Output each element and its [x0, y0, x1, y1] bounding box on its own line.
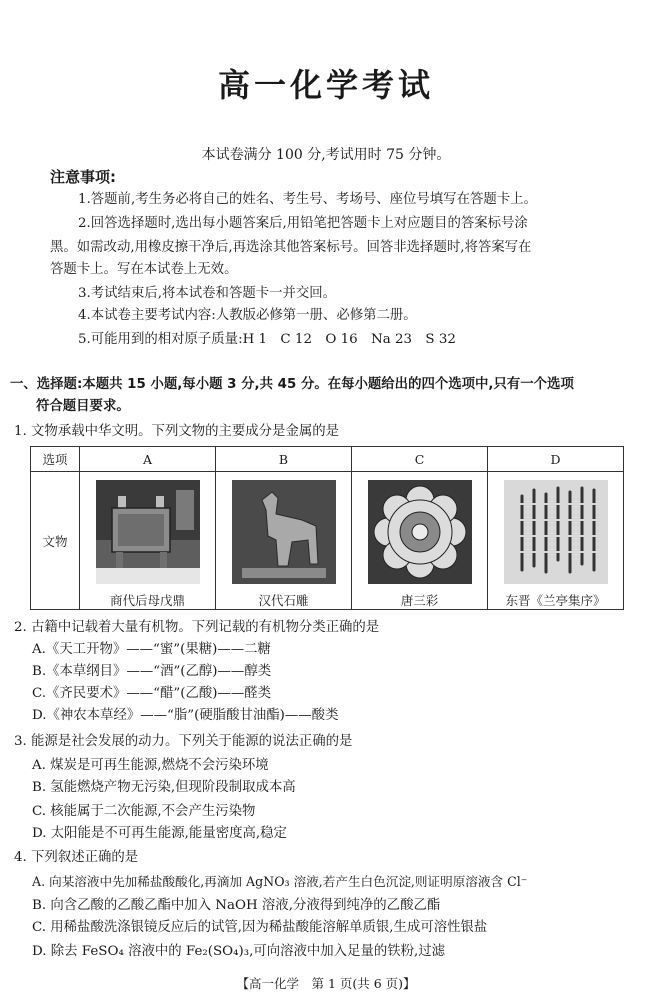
relic-cell-d [488, 472, 624, 610]
notice-line: 4.本试卷主要考试内容:人教版必修第一册、必修第二册。 [78, 308, 417, 323]
header-cell: 选项 [31, 447, 80, 472]
row-label: 文物 [31, 472, 80, 610]
header-cell: C [352, 447, 488, 472]
notice-line: 答题卡上。写在本试卷上无效。 [50, 262, 238, 277]
question-3-option: D. 太阳能是不可再生能源,能量密度高,稳定 [32, 826, 287, 841]
question-2-option: A.《天工开物》——“蜜”(果糖)——二糖 [32, 642, 271, 657]
relic-caption: 汉代石雕 [258, 593, 309, 608]
question-4-option: B. 向含乙酸的乙酸乙酯中加入 NaOH 溶液,分液得到纯净的乙酸乙酯 [32, 898, 441, 913]
notice-heading: 注意事项: [50, 168, 116, 186]
question-1-stem: 1. 文物承载中华文明。下列文物的主要成分是金属的是 [14, 424, 340, 439]
relic-caption: 商代后母戊鼎 [109, 593, 185, 608]
relic-cell-b [216, 472, 352, 610]
header-cell: D [488, 447, 624, 472]
header-cell: A [80, 447, 216, 472]
relic-cell-c [352, 472, 488, 610]
question-3-option: C. 核能属于二次能源,不会产生污染物 [32, 804, 256, 819]
relic-cell-a [80, 472, 216, 610]
question-3-option: A. 煤炭是可再生能源,燃烧不会污染环境 [32, 758, 269, 773]
question-2-option: C.《齐民要术》——“醋”(乙酸)——醛类 [32, 686, 272, 701]
question-4-stem: 4. 下列叙述正确的是 [14, 850, 139, 865]
notice-line: 1.答题前,考生务必将自己的姓名、考生号、考场号、座位号填写在答题卡上。 [78, 192, 537, 207]
header-cell: B [216, 447, 352, 472]
table-header-row [31, 447, 624, 472]
question-4-option: C. 用稀盐酸洗涤银镜反应后的试管,因为稀盐酸能溶解单质银,生成可溶性银盐 [32, 920, 488, 935]
bronze-ding-image [96, 480, 200, 584]
notice-line: 黑。如需改动,用橡皮擦干净后,再选涂其他答案标号。回答非选择题时,将答案写在 [50, 240, 532, 255]
question-3-option: B. 氢能燃烧产物无污染,但现阶段制取成本高 [32, 780, 296, 795]
question-3-stem: 3. 能源是社会发展的动力。下列关于能源的说法正确的是 [14, 734, 353, 749]
notice-line: 3.考试结束后,将本试卷和答题卡一并交回。 [78, 286, 337, 301]
relic-table [30, 446, 624, 610]
question-2-option: B.《本草纲目》——“酒”(乙醇)——醇类 [32, 664, 272, 679]
question-4-option: A. 向某溶液中先加稀盐酸酸化,再滴加 AgNO₃ 溶液,若产生白色沉淀,则证明原溶液含 Cl⁻ [32, 874, 528, 889]
exam-subtitle: 本试卷满分 100 分,考试用时 75 分钟。 [201, 147, 451, 163]
exam-title: 高一化学考试 [217, 66, 434, 104]
notice-line: 5.可能用到的相对原子质量:H 1 C 12 O 16 Na 23 S 32 [78, 332, 456, 347]
tang-sancai-plate-image [368, 480, 472, 584]
relic-caption: 唐三彩 [400, 593, 439, 608]
table-row [31, 472, 624, 610]
question-4-option: D. 除去 FeSO₄ 溶液中的 Fe₂(SO₄)₃,可向溶液中加入足量的铁粉,过滤 [32, 944, 446, 959]
question-2-stem: 2. 古籍中记载着大量有机物。下列记载的有机物分类正确的是 [14, 620, 380, 635]
stone-horse-image [232, 480, 336, 584]
section-heading-cont: 符合题目要求。 [36, 399, 130, 414]
section-heading: 一、选择题:本题共 15 小题,每小题 3 分,共 45 分。在每小题给出的四个选项中,只有一个选项 [10, 377, 574, 392]
notice-line: 2.回答选择题时,选出每小题答案后,用铅笔把答题卡上对应题目的答案标号涂 [78, 216, 528, 231]
page-footer: 【高一化学 第 1 页(共 6 页)】 [236, 976, 416, 991]
question-2-option: D.《神农本草经》——“脂”(硬脂酸甘油酯)——酸类 [32, 708, 339, 723]
calligraphy-scroll-image [504, 480, 608, 584]
relic-caption: 东晋《兰亭集序》 [505, 593, 606, 608]
